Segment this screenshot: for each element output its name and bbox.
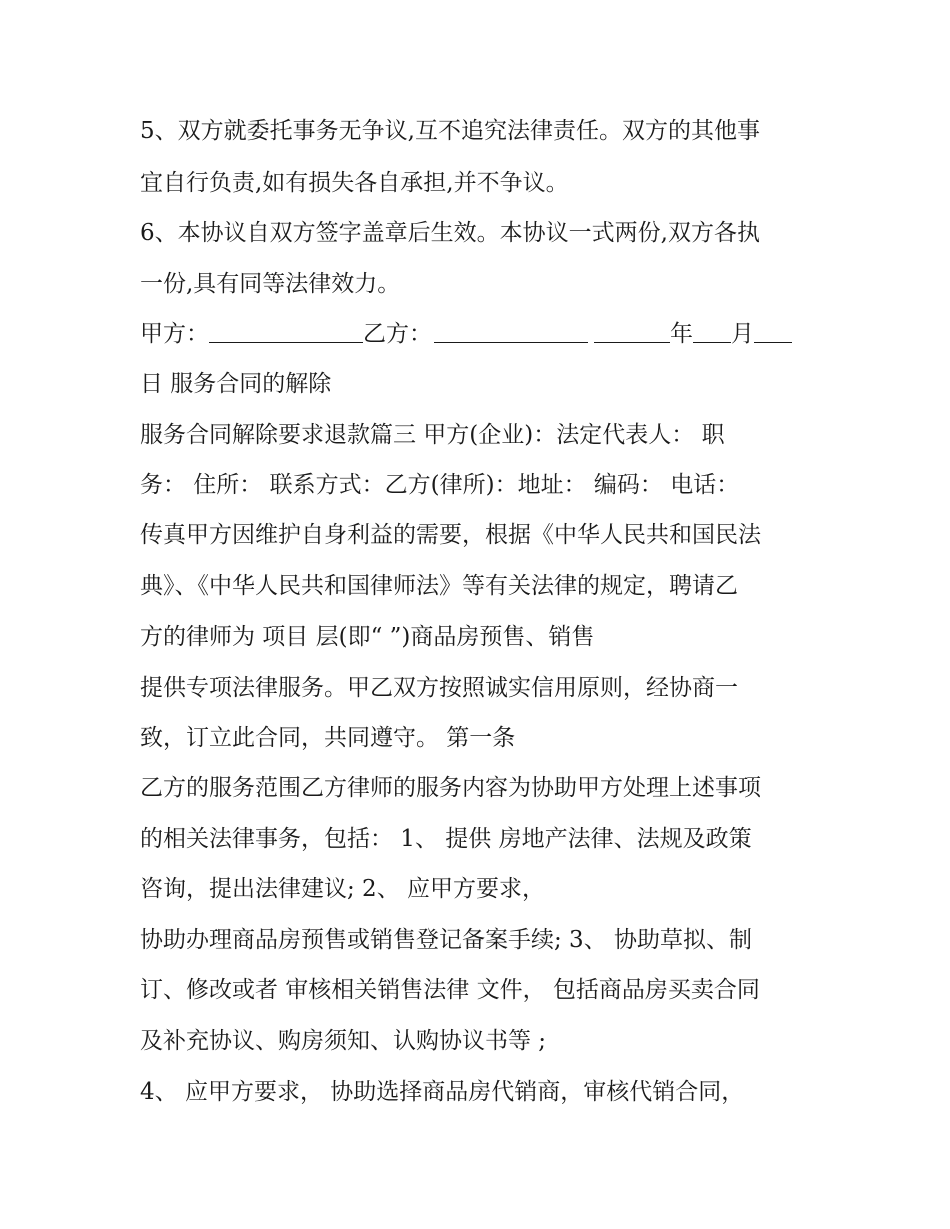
text-line: 5、双方就委托事务无争议,互不追究法律责任。双方的其他事 bbox=[140, 118, 760, 144]
text-line: 乙方的服务范围乙方律师的服务内容为协助甲方处理上述事项 bbox=[140, 775, 761, 801]
year-blank bbox=[594, 316, 670, 343]
text-line: 务： 住所： 联系方式：乙方(律所)：地址： 编码： 电话： bbox=[140, 472, 740, 498]
text-line: 6、本协议自双方签字盖章后生效。本协议一式两份,双方各执 bbox=[140, 220, 760, 246]
text-line: 服务合同解除要求退款篇三 甲方(企业)：法定代表人： 职 bbox=[140, 422, 725, 448]
text-line: 订、修改或者 审核相关销售法律 文件， 包括商品房买卖合同 bbox=[140, 977, 760, 1003]
text-line: 咨询，提出法律建议; 2、 应甲方要求， bbox=[140, 876, 546, 902]
month-label: 月 bbox=[731, 321, 754, 347]
text-line: 4、 应甲方要求， 协助选择商品房代销商，审核代销合同， bbox=[140, 1079, 745, 1105]
text-line: 日 服务合同的解除 bbox=[140, 371, 332, 397]
party-b-blank bbox=[434, 316, 588, 343]
party-a-label: 甲方： bbox=[140, 321, 209, 347]
text-line: 致，订立此合同，共同遵守。 第一条 bbox=[140, 725, 516, 751]
text-line: 提供专项法律服务。甲乙双方按照诚实信用原则，经协商一 bbox=[140, 675, 738, 701]
text-line: 及补充协议、购房须知、认购协议书等 ; bbox=[140, 1028, 547, 1054]
text-line: 传真甲方因维护自身利益的需要，根据《中华人民共和国民法 bbox=[140, 522, 761, 548]
text-line: 方的律师为 项目 层(即“ ”)商品房预售、销售 bbox=[140, 624, 595, 650]
party-b-label: 乙方： bbox=[363, 321, 432, 347]
text-line: 协助办理商品房预售或销售登记备案手续; 3、 协助草拟、制 bbox=[140, 927, 753, 953]
text-line: 的相关法律事务，包括： 1、 提供 房地产法律、法规及政策 bbox=[140, 826, 752, 852]
month-blank bbox=[693, 316, 731, 343]
text-line: 宜自行负责,如有损失各自承担,并不争议。 bbox=[140, 170, 569, 196]
year-label: 年 bbox=[670, 321, 693, 347]
party-a-blank bbox=[209, 316, 363, 343]
day-blank bbox=[754, 316, 792, 343]
text-line: 一份,具有同等法律效力。 bbox=[140, 271, 401, 297]
text-line: 典》、《中华人民共和国律师法》等有关法律的规定，聘请乙 bbox=[140, 573, 738, 599]
signature-line bbox=[140, 314, 820, 354]
